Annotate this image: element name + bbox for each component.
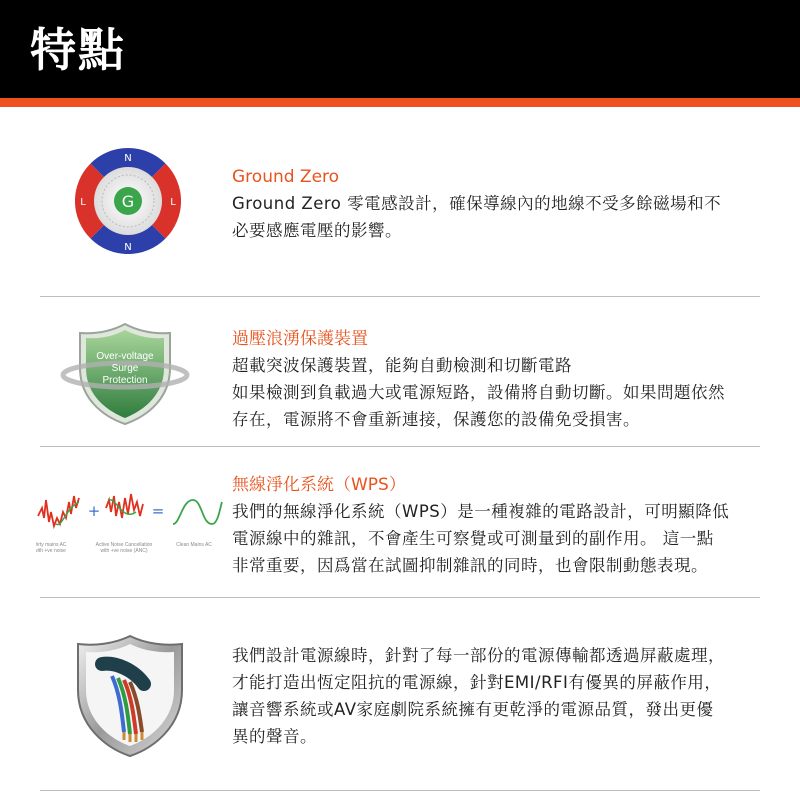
ground-zero-center-letter: G [121,192,135,211]
svg-text:=: = [151,502,165,520]
noise-cancellation-diagram-icon [36,488,226,558]
feature-body: 超載突波保護裝置，能夠自動檢測和切斷電路 如果檢測到負載過大或電源短路，設備將自動切斷。如果問題依然 存在，電源將不會重新連接，保護您的設備免受損害。 [232,356,725,429]
feature-surge-protection [232,326,772,433]
shielded-cable-icon [72,634,188,762]
svg-text:Over-voltage: Over-voltage [96,351,154,362]
section-divider [40,597,760,598]
section-divider [40,446,760,447]
feature-title: 無線淨化系統（WPS） [232,475,406,495]
section-divider [40,790,760,791]
page-title: 特點 [30,23,126,77]
svg-text:Clean Mains AC: Clean Mains AC [176,542,212,548]
svg-text:Protection: Protection [102,375,148,386]
svg-text:N: N [124,242,132,253]
svg-text:Dirty mains AC: Dirty mains AC [36,542,67,548]
feature-body: Ground Zero 零電感設計，確保導線內的地線不受多餘磁場和不 必要感應電壓的影響。 [232,194,722,240]
svg-text:N: N [124,153,132,164]
svg-text:L: L [80,197,86,208]
feature-ground-zero [232,164,772,244]
svg-text:L: L [170,197,176,208]
feature-body: 我們設計電源線時，針對了每一部份的電源傳輸都透過屏蔽處理， 才能打造出恆定阻抗的電源線，針對EMI/RFI有優異的屏蔽作用， 讓音響系統或AV家庭劇院系統擁有更乾淨的電源品質，發出更優 異的聲音。 [232,646,725,746]
svg-text:+: + [87,502,101,520]
section-divider [40,296,760,297]
svg-text:Surge: Surge [111,363,139,374]
svg-text:with +ve noise: with +ve noise [36,548,66,554]
ground-zero-icon [75,148,181,258]
header-accent-stripe [0,98,800,107]
feature-wps [232,472,772,579]
feature-title: Ground Zero [232,167,340,187]
feature-shielding [232,642,772,750]
svg-text:Active Noise Cancellation: Active Noise Cancellation [95,542,153,548]
svg-text:with +ve noise (ANC): with +ve noise (ANC) [100,548,148,554]
surge-protection-shield-icon [58,320,192,432]
page-header [0,0,800,98]
feature-title: 過壓浪湧保護裝置 [232,329,368,349]
feature-body: 我們的無線淨化系統（WPS）是一種複雜的電路設計，可明顯降低 電源線中的雜訊，不會產生可察覺或可測量到的副作用。 這一點 非常重要，因爲當在試圖抑制雜訊的同時，也會限制動態表現。 [232,502,730,575]
